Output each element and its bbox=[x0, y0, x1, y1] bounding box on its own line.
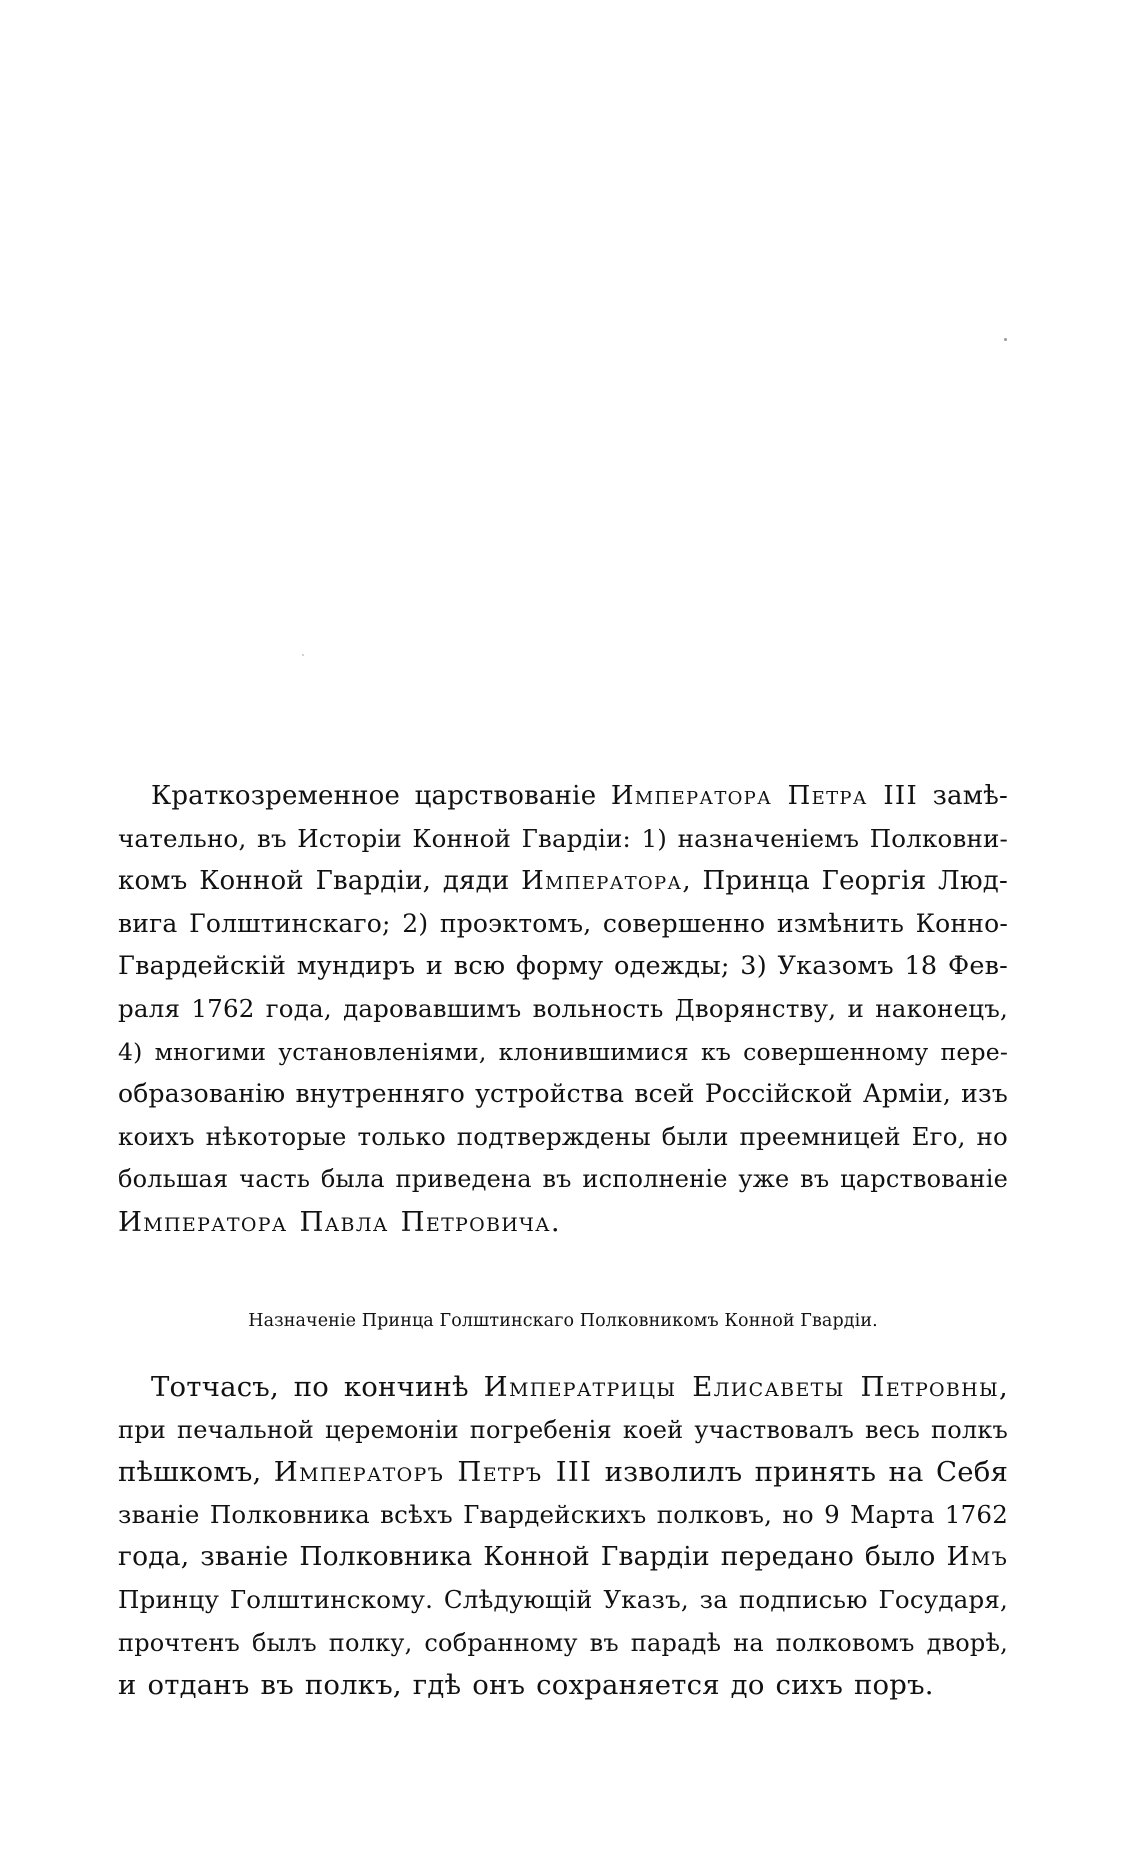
text-line: прочтенъ былъ полку, собранному въ парадѣ на полковомъ дворѣ, bbox=[118, 1628, 1008, 1657]
text-line: 4) многими установленіями, клонившимися къ совершенному пере- bbox=[118, 1037, 1008, 1066]
section-heading: Назначеніе Принца Голштинскаго Полковникомъ Конной Гвардіи. bbox=[248, 1311, 878, 1331]
text-line: чательно, въ Исторіи Конной Гвардіи: 1) назначеніемъ Полковни- bbox=[118, 823, 1008, 853]
text-line: раля 1762 года, даровавшимъ вольность Дворянству, и наконецъ, bbox=[118, 993, 1008, 1023]
text-line: званіе Полковника всѣхъ Гвардейскихъ полковъ, но 9 Марта 1762 bbox=[118, 1499, 1008, 1529]
text-line: Краткозременное царствованіе Императора Петра III замѣ- bbox=[151, 781, 1008, 811]
paragraph-appointment bbox=[118, 1366, 1008, 1707]
text-line: вига Голштинскаго; 2) проэктомъ, совершенно измѣнить Конно- bbox=[118, 908, 1008, 938]
text-line: комъ Конной Гвардіи, дяди Императора, Принца Георгія Люд- bbox=[118, 866, 1008, 897]
text-line: образованію внутренняго устройства всей Россійской Арміи, изъ bbox=[118, 1079, 1008, 1109]
text-line: пѣшкомъ, Императоръ Петръ III изволилъ принять на Себя bbox=[118, 1456, 1008, 1489]
text-line: коихъ нѣкоторые только подтверждены были преемницей Его, но bbox=[118, 1121, 1008, 1151]
text-line: Принцу Голштинскому. Слѣдующій Указъ, за подписью Государя, bbox=[118, 1584, 1008, 1614]
text-line: года, званіе Полковника Конной Гвардіи передано было Имъ bbox=[118, 1541, 1008, 1573]
print-speck bbox=[1004, 338, 1007, 341]
paragraph-reign-of-peter-iii bbox=[118, 775, 1008, 1244]
text-line: Императора Павла Петровича. bbox=[118, 1205, 560, 1238]
text-line: и отданъ въ полкъ, гдѣ онъ сохраняется до сихъ поръ. bbox=[118, 1669, 934, 1702]
text-line: большая часть была приведена въ исполненіе уже въ царствованіе bbox=[118, 1165, 1008, 1194]
text-line: Гвардейскій мундиръ и всю форму одежды; 3) Указомъ 18 Фев- bbox=[118, 951, 1008, 982]
print-speck bbox=[302, 654, 304, 656]
text-line: при печальной церемоніи погребенія коей участвовалъ весь полкъ bbox=[118, 1415, 1008, 1444]
text-line: Тотчасъ, по кончинѣ Императрицы Елисаветы Петровны, bbox=[151, 1371, 1008, 1403]
